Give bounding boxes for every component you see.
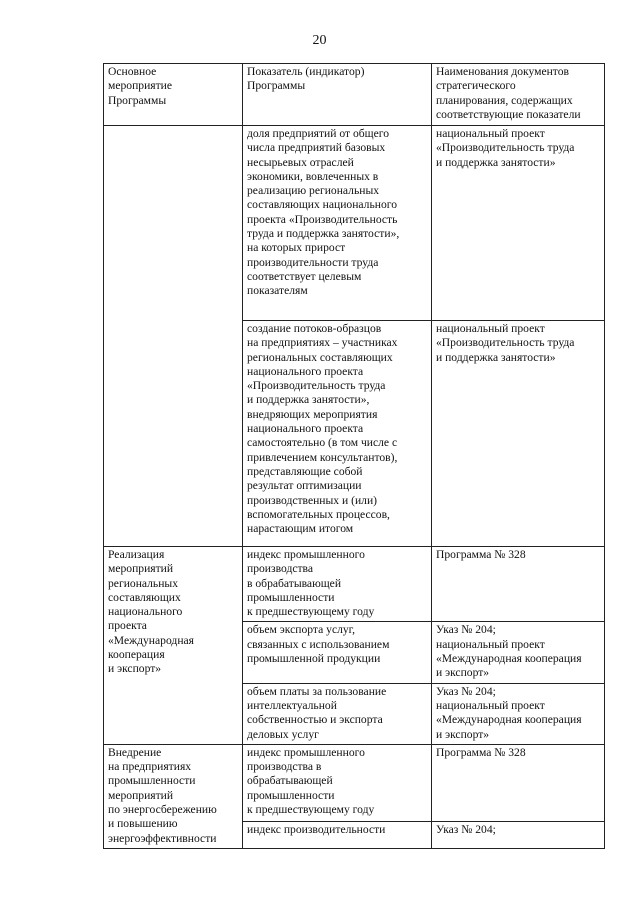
cell-line: национальный проект	[436, 698, 545, 712]
header-text: планирования, содержащих	[436, 93, 573, 107]
cell-line: «Международная кооперация	[436, 652, 582, 666]
cell-line: реализацию региональных	[247, 184, 380, 198]
cell-line: национальный проект	[436, 127, 545, 140]
cell-line: создание потоков-образцов	[247, 322, 382, 335]
documents-cell	[432, 683, 605, 744]
cell-line: производства в	[247, 760, 322, 774]
main-activity-cell	[104, 321, 243, 547]
cell-line: мероприятий	[108, 788, 174, 802]
cell-line: соответствует целевым	[247, 269, 362, 283]
cell-line: числа предприятий базовых	[247, 141, 386, 155]
documents-cell	[432, 547, 605, 622]
cell-line: обрабатывающей	[247, 774, 333, 788]
cell-line: в обрабатывающей	[247, 576, 342, 590]
cell-line: и экспорт»	[436, 666, 490, 680]
cell-line: индекс промышленного	[247, 548, 365, 561]
indicator-cell	[243, 683, 432, 744]
table-row	[104, 321, 605, 547]
cell-line: доля предприятий от общего	[247, 127, 390, 140]
main-activity-cell	[104, 547, 243, 745]
cell-line: индекс промышленного	[247, 745, 365, 759]
strategic-documents-table	[103, 63, 605, 849]
cell-line: национального проекта	[247, 422, 364, 436]
indicator-cell	[243, 822, 432, 849]
header-documents	[432, 64, 605, 126]
cell-line: мероприятий	[108, 562, 174, 576]
cell-line: национального проекта	[247, 364, 364, 378]
cell-line: производительности труда	[247, 255, 379, 269]
cell-line: промышленной продукции	[247, 652, 381, 666]
cell-line: к предшествующему году	[247, 803, 375, 817]
cell-line: связанных с использованием	[247, 637, 390, 651]
cell-line: кооперация	[108, 648, 165, 662]
header-text: стратегического	[436, 79, 516, 93]
cell-line: к предшествующему году	[247, 605, 375, 619]
indicator-cell	[243, 126, 432, 321]
header-text: Основное	[108, 65, 157, 78]
cell-line: интеллектуальной	[247, 698, 337, 712]
cell-line: объем экспорта услуг,	[247, 623, 356, 637]
cell-line: национальный проект	[436, 637, 545, 651]
cell-line: внедряющих мероприятия	[247, 407, 378, 421]
documents-cell	[432, 126, 605, 321]
cell-line: привлечением консультантов),	[247, 450, 398, 464]
cell-line: несырьевых отраслей	[247, 155, 354, 169]
cell-line: результат оптимизации	[247, 479, 362, 493]
cell-line: Программа № 328	[436, 548, 526, 561]
cell-line: «Производительность труда	[247, 379, 386, 393]
cell-line: Указ № 204;	[436, 623, 496, 637]
cell-line: «Производительность труда	[436, 141, 575, 155]
cell-line: составляющих	[108, 590, 181, 604]
documents-cell	[432, 822, 605, 849]
cell-line: и поддержка занятости»	[436, 155, 556, 169]
cell-line: вспомогательных процессов,	[247, 507, 390, 521]
main-activity-cell	[104, 744, 243, 848]
cell-line: представляющие собой	[247, 464, 363, 478]
documents-cell	[432, 744, 605, 821]
indicator-cell	[243, 547, 432, 622]
cell-line: составляющих национального	[247, 198, 398, 212]
indicator-cell	[243, 622, 432, 683]
cell-line: Программа № 328	[436, 745, 526, 759]
cell-line: и экспорт»	[108, 662, 162, 676]
cell-line: деловых услуг	[247, 727, 319, 741]
cell-line: индекс производительности	[247, 823, 386, 837]
header-text: Программы	[108, 93, 167, 107]
cell-line: и экспорт»	[436, 727, 490, 741]
cell-line: нарастающим итогом	[247, 522, 354, 536]
header-text: Наименования документов	[436, 65, 569, 78]
cell-line: собственностью и экспорта	[247, 713, 383, 727]
cell-line: на предприятиях	[108, 760, 192, 774]
indicator-cell	[243, 744, 432, 821]
page-number: 20	[312, 33, 327, 48]
cell-line: национальный проект	[436, 322, 545, 335]
documents-cell	[432, 321, 605, 547]
header-main-activity	[104, 64, 243, 126]
cell-line: на которых прирост	[247, 241, 346, 255]
cell-line: самостоятельно (в том числе с	[247, 436, 398, 450]
cell-line: Реализация	[108, 548, 165, 561]
cell-line: объем платы за пользование	[247, 684, 387, 698]
table-row	[104, 547, 605, 622]
cell-line: Указ № 204;	[436, 684, 496, 698]
cell-line: и поддержка занятости»,	[247, 393, 370, 407]
cell-line: и повышению	[108, 817, 178, 831]
cell-line: Указ № 204;	[436, 823, 496, 837]
cell-line: Внедрение	[108, 745, 162, 759]
table-row	[104, 744, 605, 821]
cell-line: региональных	[108, 576, 179, 590]
cell-line: региональных составляющих	[247, 350, 393, 364]
cell-line: по энергосбережению	[108, 803, 217, 817]
header-text: Показатель (индикатор)	[247, 65, 365, 78]
cell-line: промышленности	[108, 774, 196, 788]
cell-line: национального	[108, 605, 183, 619]
cell-line: производственных и (или)	[247, 493, 378, 507]
header-text: Программы	[247, 79, 306, 93]
indicator-cell	[243, 321, 432, 547]
table-row	[104, 126, 605, 321]
table-header-row	[104, 64, 605, 126]
cell-line: проекта «Производительность	[247, 212, 398, 226]
cell-line: и поддержка занятости»	[436, 350, 556, 364]
header-text: мероприятие	[108, 79, 173, 93]
cell-line: на предприятиях – участниках	[247, 336, 398, 350]
cell-line: промышленности	[247, 590, 335, 604]
documents-cell	[432, 622, 605, 683]
cell-line: экономики, вовлеченных в	[247, 169, 379, 183]
cell-line: промышленности	[247, 788, 335, 802]
header-text: соответствующие показатели	[436, 107, 581, 121]
cell-line: «Международная кооперация	[436, 713, 582, 727]
cell-line: труда и поддержка занятости»,	[247, 227, 400, 241]
cell-line: проекта	[108, 619, 147, 633]
header-indicator	[243, 64, 432, 126]
cell-line: «Международная	[108, 633, 194, 647]
cell-line: производства	[247, 562, 314, 576]
cell-line: энергоэффективности	[108, 831, 217, 845]
cell-line: «Производительность труда	[436, 336, 575, 350]
main-activity-cell	[104, 126, 243, 321]
cell-line: показателям	[247, 284, 308, 298]
